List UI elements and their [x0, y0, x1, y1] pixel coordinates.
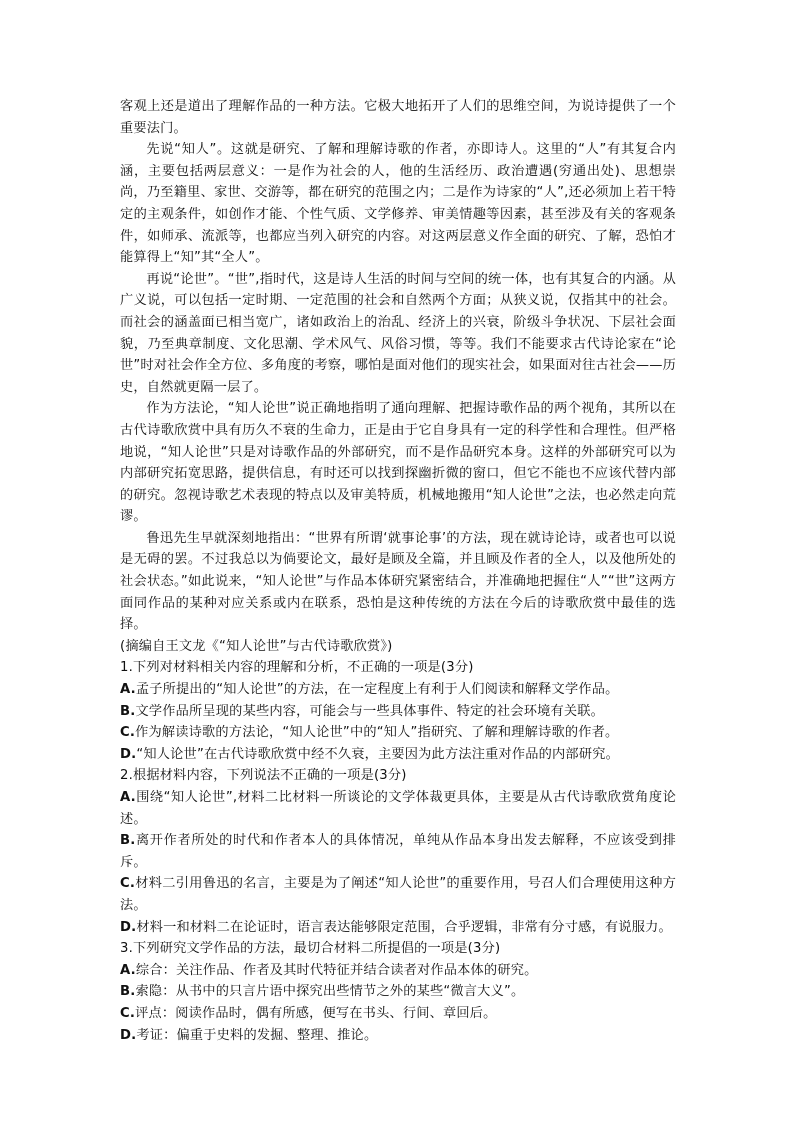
option-a[interactable] — [120, 679, 676, 701]
option-d[interactable] — [120, 917, 676, 939]
option-text: “知人论世”在古代诗歌欣赏中经不久衰，主要因为此方法注重对作品的内部研究。 — [136, 746, 619, 762]
option-letter: C. — [120, 876, 136, 892]
option-text: 材料二引用鲁迅的名言，主要是为了阐述“知人论世”的重要作用，号召人们合理使用这种方法。 — [120, 876, 676, 913]
option-b[interactable] — [120, 830, 676, 873]
option-text: 文学作品所呈现的某些内容，可能会与一些具体事件、特定的社会环境有关联。 — [135, 703, 605, 719]
question-3 — [120, 938, 676, 1046]
option-letter: A. — [120, 962, 136, 978]
question-stem: 3.下列研究文学作品的方法，最切合材料二所提倡的一项是(3分) — [120, 941, 501, 957]
option-c[interactable] — [120, 873, 676, 916]
option-d[interactable] — [120, 744, 676, 766]
option-a[interactable] — [120, 960, 676, 982]
paragraph-luxun: 鲁迅先生早就深刻地指出：“世界有所谓‘就事论事’的方法，现在就诗论诗，或者也可以说是无碍的罢。不过我总以为倘要论文，最好是顾及全篇，并且顾及作者的全人，以及他所处的社会状态。”如此说来，“知人论世”与作品本体研究紧密结合，并准确地把握住“人”“世”这两方面同作品的某种对应关系或内在联系，恐怕是这种传统的方法在今后的诗歌欣赏中最佳的选择。 — [120, 530, 676, 633]
option-d[interactable] — [120, 1025, 676, 1047]
source-citation: (摘编自王文龙《“知人论世”与古代诗歌欣赏》) — [120, 638, 393, 654]
document-page — [120, 96, 676, 1046]
option-text: 孟子所提出的“知人论世”的方法，在一定程度上有利于人们阅读和解释文学作品。 — [135, 682, 619, 698]
question-1 — [120, 657, 676, 765]
question-2 — [120, 765, 676, 938]
paragraph-lunshi: 再说“论世”。“世”,指时代，这是诗人生活的时间与空间的统一体，也有其复合的内涵。从广义说，可以包括一定时期、一定范围的社会和自然两个方面；从狭义说，仅指其中的社会。而社会的涵盖面已相当宽广，诸如政治上的治乱、经济上的兴衰，阶级斗争状况、下层社会面貌，乃至典章制度、文化思潮、学术风气、风俗习惯，等等。我们不能要求古代诗论家在“论世”时对社会作全方位、多角度的考察，哪怕是面对他们的现实社会，如果面对往古社会——历史，自然就更隔一层了。 — [120, 271, 676, 395]
paragraph-continuation: 客观上还是道出了理解作品的一种方法。它极大地拓开了人们的思维空间，为说诗提供了一个重要法门。 — [120, 99, 676, 136]
option-text: 作为解读诗歌的方法论，“知人论世”中的“知人”指研究、了解和理解诗歌的作者。 — [135, 725, 619, 741]
option-a[interactable] — [120, 787, 676, 830]
option-text: 考证：偏重于史料的发掘、整理、推论。 — [136, 1027, 378, 1043]
option-c[interactable] — [120, 1003, 676, 1025]
option-letter: B. — [120, 703, 136, 719]
option-letter: A. — [120, 790, 136, 805]
option-text: 围绕“知人论世”,材料二比材料一所谈论的文学体裁更具体，主要是从古代诗歌欣赏角度论述。 — [120, 790, 676, 827]
option-text: 离开作者所处的时代和作者本人的具体情况，单纯从作品本身出发去解释，不应该受到排斥。 — [120, 833, 676, 870]
option-b[interactable] — [120, 981, 676, 1003]
option-text: 综合：关注作品、作者及其时代特征并结合读者对作品本体的研究。 — [135, 962, 538, 978]
option-letter: C. — [120, 1005, 136, 1021]
paragraph-methodology: 作为方法论，“知人论世”说正确地指明了通向理解、把握诗歌作品的两个视角，其所以在古代诗歌欣赏中具有历久不衰的生命力，正是由于它自身具有一定的科学性和合理性。但严格地说，“知人论世”只是对诗歌作品的外部研究，而不是作品研究本身。这样的外部研究可以为内部研究拓宽思路，提供信息，有时还可以找到探幽折微的窗口，但它不能也不应该代替内部的研究。忽视诗歌艺术表现的特点以及审美特质，机械地搬用“知人论世”之法，也必然走向荒谬。 — [120, 401, 676, 525]
option-letter: A. — [120, 682, 136, 698]
question-stem: 1.下列对材料相关内容的理解和分析，不正确的一项是(3分) — [120, 660, 474, 676]
option-b[interactable] — [120, 701, 676, 723]
option-text: 评点：阅读作品时，偶有所感，便写在书头、行间、章回后。 — [135, 1005, 497, 1021]
option-letter: B. — [120, 833, 136, 849]
option-letter: B. — [120, 984, 136, 1000]
question-stem: 2.根据材料内容，下列说法不正确的一项是(3分) — [120, 768, 407, 784]
option-letter: D. — [120, 919, 137, 935]
option-letter: D. — [120, 1027, 137, 1043]
option-letter: D. — [120, 746, 137, 762]
option-c[interactable] — [120, 722, 676, 744]
paragraph-zhiren: 先说“知人”。这就是研究、了解和理解诗歌的作者，亦即诗人。这里的“人”有其复合内涵，主要包括两层意义：一是作为社会的人，他的生活经历、政治遭遇(穷通出处)、思想崇尚，乃至籍里、家世、交游等，都在研究的范围之内；二是作为诗家的“人”,还必须加上若干特定的主观条件，如创作才能、个性气质、文学修养、审美情趣等因素，甚至涉及有关的客观条件，如师承、流派等，也都应当列入研究的内容。对这两层意义作全面的研究、了解，恐怕才能算得上“知”其“全人”。 — [120, 142, 676, 266]
option-text: 索隐：从书中的只言片语中探究出些情节之外的某些“微言大义”。 — [135, 984, 525, 1000]
option-text: 材料一和材料二在论证时，语言表达能够限定范围，合乎逻辑，非常有分寸感，有说服力。 — [136, 919, 672, 935]
option-letter: C. — [120, 725, 136, 741]
